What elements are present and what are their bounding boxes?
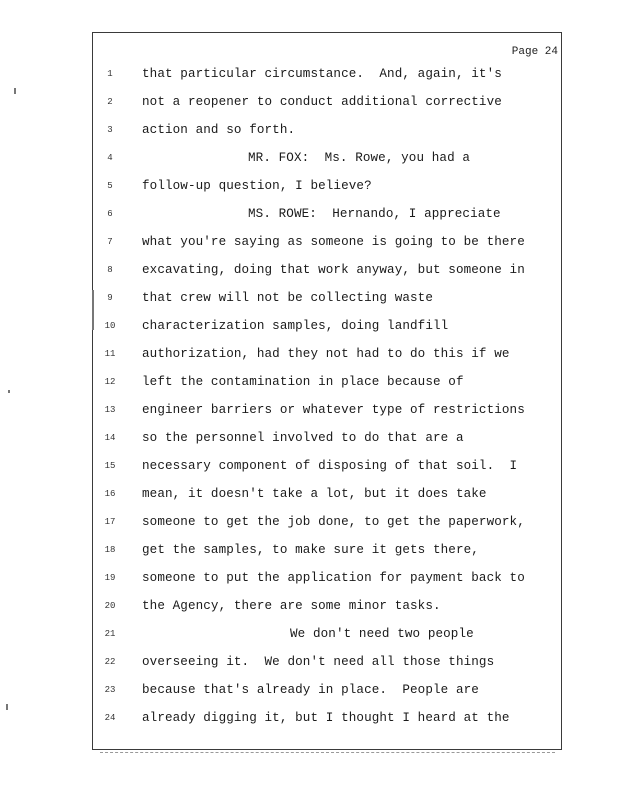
transcript-line	[100, 150, 560, 178]
line-number: 9	[107, 293, 113, 303]
line-text: someone to get the job done, to get the paperwork,	[142, 515, 525, 529]
line-number: 17	[104, 517, 116, 527]
transcript-line	[100, 458, 560, 486]
line-text: MS. ROWE: Hernando, I appreciate	[248, 207, 501, 221]
line-number: 19	[104, 573, 116, 583]
transcript-line	[100, 570, 560, 598]
transcript-line	[100, 486, 560, 514]
page-number: Page 24	[511, 46, 558, 58]
line-text: someone to put the application for payment back to	[142, 571, 525, 585]
line-text: follow-up question, I believe?	[142, 179, 372, 193]
transcript-line	[100, 206, 560, 234]
transcript-line	[100, 682, 560, 710]
line-number: 24	[104, 713, 116, 723]
line-text: get the samples, to make sure it gets there,	[142, 543, 479, 557]
line-text: engineer barriers or whatever type of restrictions	[142, 403, 525, 417]
line-text: overseeing it. We don't need all those things	[142, 655, 495, 669]
line-text: MR. FOX: Ms. Rowe, you had a	[248, 151, 471, 165]
line-number: 22	[104, 657, 116, 667]
line-number: 8	[107, 265, 113, 275]
transcript-line	[100, 430, 560, 458]
line-number: 16	[104, 489, 116, 499]
transcript-line	[100, 402, 560, 430]
line-number: 5	[107, 181, 113, 191]
transcript-line	[100, 94, 560, 122]
line-number: 13	[104, 405, 116, 415]
line-text: that particular circumstance. And, again, it's	[142, 67, 502, 81]
line-text: the Agency, there are some minor tasks.	[142, 599, 441, 613]
scan-speck	[8, 390, 10, 393]
line-number: 21	[104, 629, 116, 639]
line-number: 11	[104, 349, 116, 359]
transcript-line	[100, 542, 560, 570]
line-text: characterization samples, doing landfill	[142, 319, 449, 333]
line-text: because that's already in place. People are	[142, 683, 479, 697]
transcript-line	[100, 514, 560, 542]
line-text: what you're saying as someone is going to be there	[142, 235, 525, 249]
line-number: 3	[107, 125, 113, 135]
transcript-line	[100, 234, 560, 262]
transcript-line	[100, 318, 560, 346]
line-text: mean, it doesn't take a lot, but it does take	[142, 487, 487, 501]
scan-speck	[14, 88, 16, 94]
line-text: necessary component of disposing of that soil. I	[142, 459, 518, 473]
line-text: not a reopener to conduct additional corrective	[142, 95, 502, 109]
line-number: 15	[104, 461, 116, 471]
line-number: 4	[107, 153, 113, 163]
line-text: excavating, doing that work anyway, but someone in	[142, 263, 525, 277]
line-number: 23	[104, 685, 116, 695]
transcript-line	[100, 122, 560, 150]
line-number: 1	[107, 69, 113, 79]
line-number: 7	[107, 237, 113, 247]
transcript-line	[100, 374, 560, 402]
line-text: authorization, had they not had to do this if we	[142, 347, 510, 361]
line-number: 14	[104, 433, 116, 443]
line-number: 10	[104, 321, 116, 331]
transcript-line	[100, 290, 560, 318]
line-number: 12	[104, 377, 116, 387]
transcript-line	[100, 178, 560, 206]
scan-speck	[6, 704, 8, 710]
bottom-rule	[100, 752, 555, 754]
transcript-line	[100, 598, 560, 626]
line-text: action and so forth.	[142, 123, 296, 137]
transcript-line	[100, 626, 560, 654]
transcript-line	[100, 710, 560, 738]
line-text: that crew will not be collecting waste	[142, 291, 433, 305]
line-number: 20	[104, 601, 116, 611]
line-number: 6	[107, 209, 113, 219]
transcript-line	[100, 654, 560, 682]
line-text: already digging it, but I thought I heard at the	[142, 711, 510, 725]
transcript-line	[100, 262, 560, 290]
line-text: left the contamination in place because of	[142, 375, 464, 389]
line-text: We don't need two people	[290, 627, 474, 641]
line-text: so the personnel involved to do that are a	[142, 431, 464, 445]
scan-speck	[92, 290, 94, 330]
line-number: 18	[104, 545, 116, 555]
transcript-line	[100, 66, 560, 94]
line-number: 2	[107, 97, 113, 107]
transcript-line	[100, 346, 560, 374]
